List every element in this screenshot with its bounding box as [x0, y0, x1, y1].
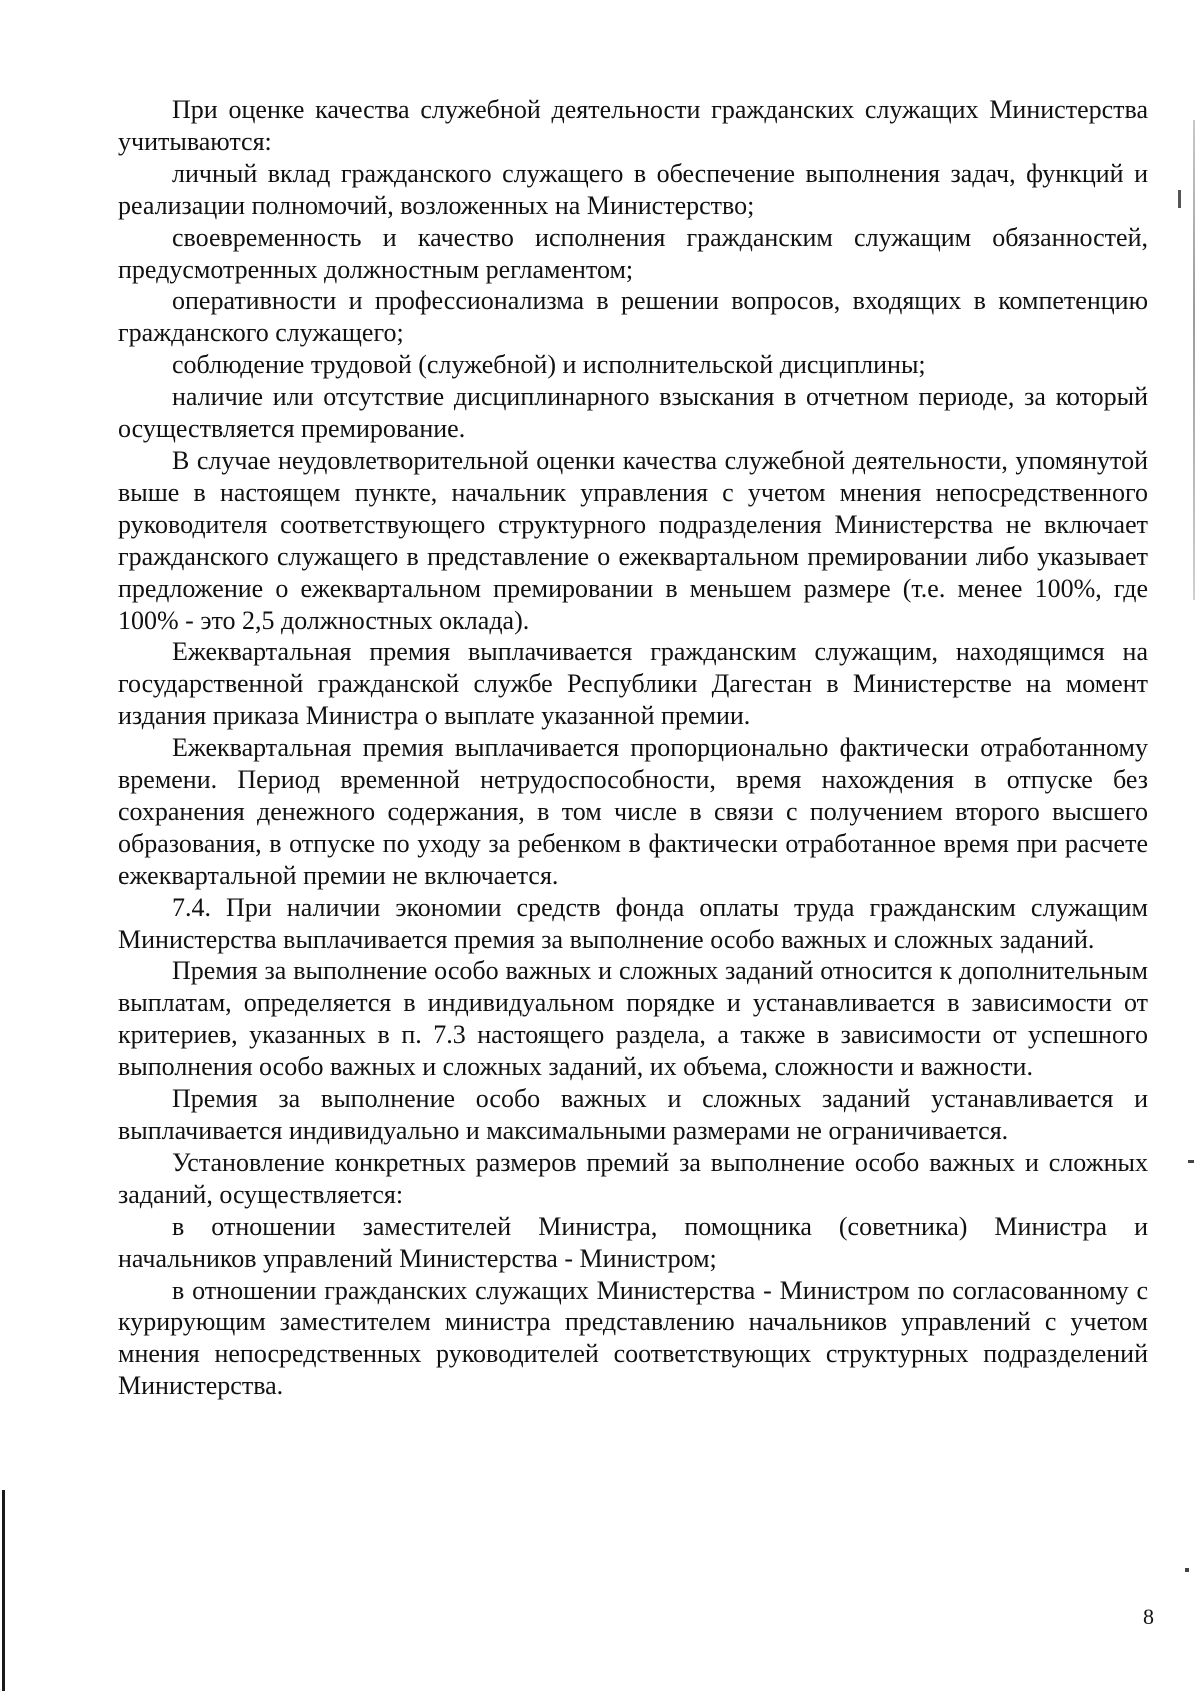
paragraph: соблюдение трудовой (служебной) и исполнительской дисциплины;	[172, 350, 926, 380]
paragraph: Премия за выполнение особо важных и сложных заданий относится к дополнительным выплатам, определяется в индивидуальном порядке и устанавливается в зависимости от критериев, указанных в п. 7.3 настоящего раздела, а также в зависимости от успешного выполнения особо важных и сложных заданий, их объема, сложности и важности.	[118, 956, 1148, 1082]
paragraph: При оценке качества служебной деятельности гражданских служащих Министерства учитываются:	[118, 95, 1148, 156]
scan-mark	[1188, 1160, 1194, 1163]
scan-mark	[1178, 190, 1181, 208]
page-number: 8	[1143, 1604, 1154, 1629]
paragraph: личный вклад гражданского служащего в обеспечение выполнения задач, функций и реализации полномочий, возложенных на Министерство;	[118, 158, 1148, 220]
scan-mark	[1185, 1568, 1189, 1572]
scan-edge-left	[2, 1490, 5, 1691]
paragraph: 7.4. При наличии экономии средств фонда оплаты труда гражданским служащим Министерства выплачивается премия за выполнение особо важных и сложных заданий.	[118, 892, 1148, 954]
paragraph: Ежеквартальная премия выплачивается пропорционально фактически отработанному времени. Период временной нетрудоспособности, время нахождения в отпуске без сохранения денежного содержания, в том числе в связи с получением второго высшего образования, в отпуске по уходу за ребенком в фактически отработанное время при расчете ежеквартальной премии не включается.	[118, 733, 1148, 890]
paragraph: Ежеквартальная премия выплачивается гражданским служащим, находящимся на государственной гражданской службе Республики Дагестан в Министерстве на момент издания приказа Министра о выплате указанной премии.	[118, 637, 1148, 731]
paragraph: наличие или отсутствие дисциплинарного взыскания в отчетном периоде, за который осуществляется премирование.	[118, 382, 1148, 444]
paragraph: Премия за выполнение особо важных и сложных заданий устанавливается и выплачивается индивидуально и максимальными размерами не ограничивается.	[118, 1084, 1148, 1145]
document-body	[118, 94, 1148, 1402]
scan-edge-right	[1193, 120, 1195, 600]
paragraph: в отношении гражданских служащих Министерства - Министром по согласованному с курирующим заместителем министра представлению начальников управлений с учетом мнения непосредственных руководителей соответствующих структурных подразделений Министерства.	[118, 1275, 1148, 1401]
paragraph: своевременность и качество исполнения гражданским служащим обязанностей, предусмотренных должностным регламентом;	[118, 222, 1148, 284]
paragraph: В случае неудовлетворительной оценки качества служебной деятельности, упомянутой выше в настоящем пункте, начальник управления с учетом мнения непосредственного руководителя соответствующего структурного подразделения Министерства не включает гражданского служащего в представление о ежеквартальном премировании либо указывает предложение о ежеквартальном премировании в меньшем размере (т.е. менее 100%, где 100% - это 2,5 должностных оклада).	[118, 445, 1148, 635]
paragraph: Установление конкретных размеров премий за выполнение особо важных и сложных заданий, осуществляется:	[118, 1147, 1148, 1209]
paragraph: в отношении заместителей Министра, помощника (советника) Министра и начальников управлений Министерства - Министром;	[118, 1211, 1148, 1273]
paragraph: оперативности и профессионализма в решении вопросов, входящих в компетенцию гражданского служащего;	[118, 286, 1148, 348]
